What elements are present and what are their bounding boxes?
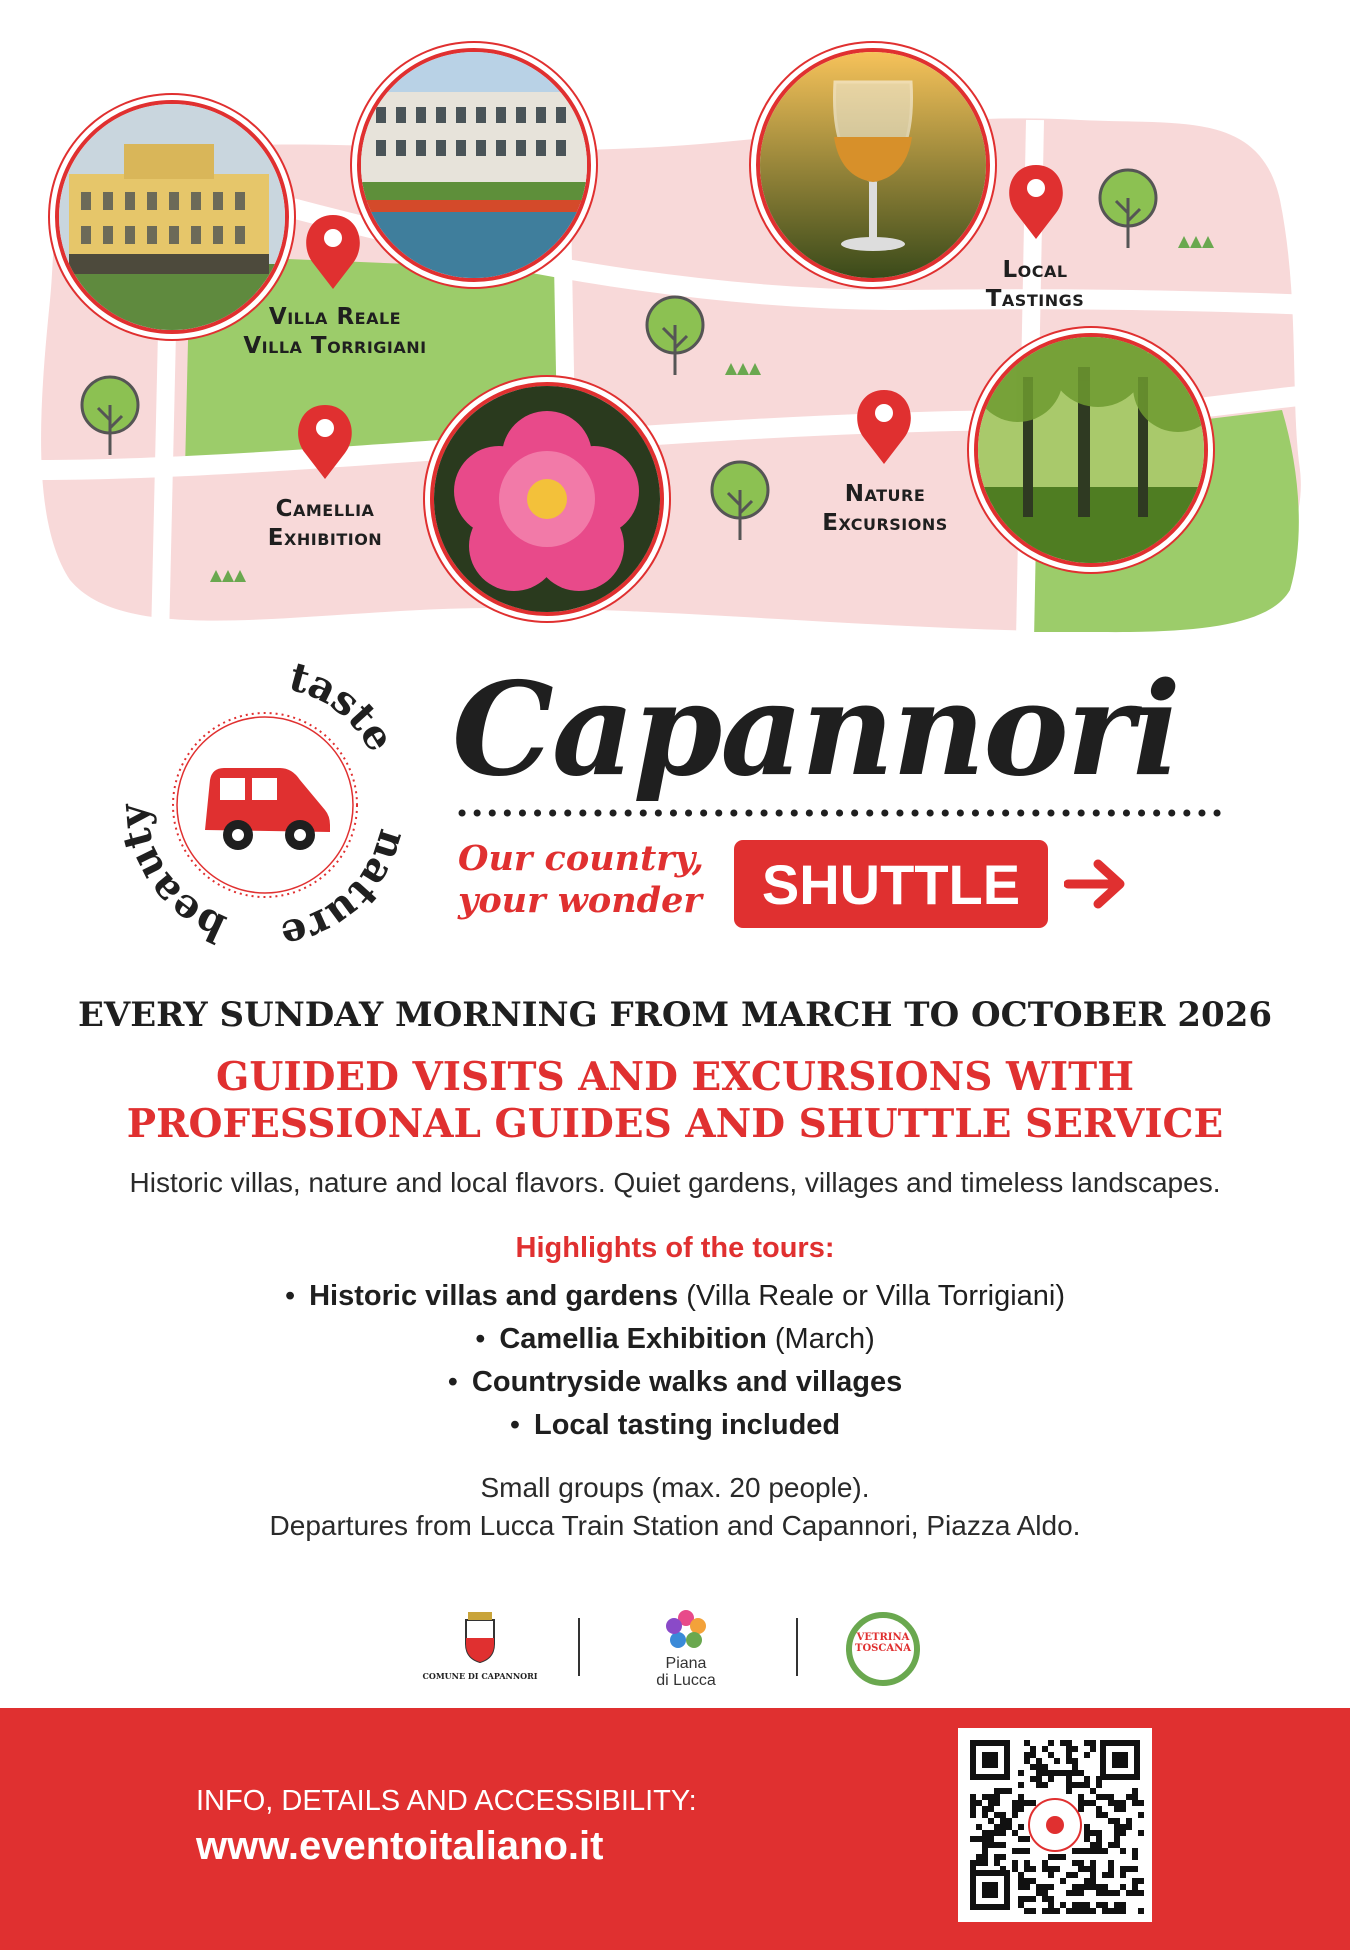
- info-label: INFO, DETAILS AND ACCESSIBILITY:: [196, 1785, 697, 1817]
- website-link[interactable]: www.eventoitaliano.it: [196, 1824, 604, 1868]
- map-label-nature: Nature Excursions: [822, 481, 948, 536]
- forest-photo: [974, 333, 1208, 567]
- schedule-heading: EVERY SUNDAY MORNING FROM MARCH TO OCTOBER 2026: [77, 995, 1273, 1035]
- brand-title: Capannori: [452, 655, 1179, 805]
- villa-torrigiani-photo: [357, 48, 591, 282]
- map-label-villas: Villa Reale Villa Torrigiani: [243, 304, 427, 359]
- list-item: • Camellia Exhibition (March): [475, 1323, 875, 1355]
- qr-code[interactable]: [958, 1728, 1152, 1922]
- partner-divider: [796, 1618, 798, 1676]
- groups-info: Small groups (max. 20 people). Departures from Lucca Train Station and Capannori, Piazza Aldo.: [269, 1472, 1081, 1541]
- flower-icon: [660, 1608, 712, 1650]
- qr-code-icon: [958, 1728, 1152, 1922]
- list-item: • Historic villas and gardens (Villa Reale or Villa Torrigiani): [284, 1280, 1066, 1312]
- list-item: • Countryside walks and villages: [447, 1366, 903, 1398]
- dotted-divider: [458, 806, 1224, 820]
- comune-logo: COMUNE DI CAPANNORI: [420, 1610, 540, 1690]
- highlights-title: Highlights of the tours:: [515, 1232, 835, 1264]
- coat-of-arms-icon: [458, 1610, 502, 1664]
- piana-di-lucca-logo: Piana di Lucca: [636, 1608, 736, 1692]
- vetrina-toscana-logo: VETRINA TOSCANA: [846, 1612, 920, 1686]
- wine-glass-photo: [756, 48, 990, 282]
- villa-reale-photo: [55, 100, 289, 334]
- arrow-right-icon: [1064, 858, 1128, 910]
- svg-text:taste: [285, 660, 404, 759]
- tagline: Our country, your wonder: [458, 838, 704, 921]
- logo-word-taste: taste: [284, 660, 404, 760]
- main-headline: GUIDED VISITS AND EXCURSIONS WITH PROFESSIONAL GUIDES AND SHUTTLE SERVICE: [126, 1054, 1224, 1147]
- illustrated-map: [0, 0, 1350, 640]
- camellia-flower-photo: [430, 382, 664, 616]
- list-item: • Local tasting included: [509, 1409, 841, 1441]
- map-label-tastings: Local Tastings: [985, 257, 1085, 312]
- shuttle-badge: SHUTTLE: [734, 840, 1048, 928]
- logo-word-beauty: beau: [120, 839, 233, 950]
- intro-text: Historic villas, nature and local flavors. Quiet gardens, villages and timeless landscapes.: [129, 1167, 1221, 1198]
- map-label-camellia: Camellia Exhibition: [267, 496, 383, 551]
- car-icon: [205, 768, 330, 850]
- partner-divider: [578, 1618, 580, 1676]
- highlights-list: [0, 1275, 1350, 1447]
- logo-word-nature: ature: [276, 849, 405, 950]
- capannori-logo: [120, 660, 410, 950]
